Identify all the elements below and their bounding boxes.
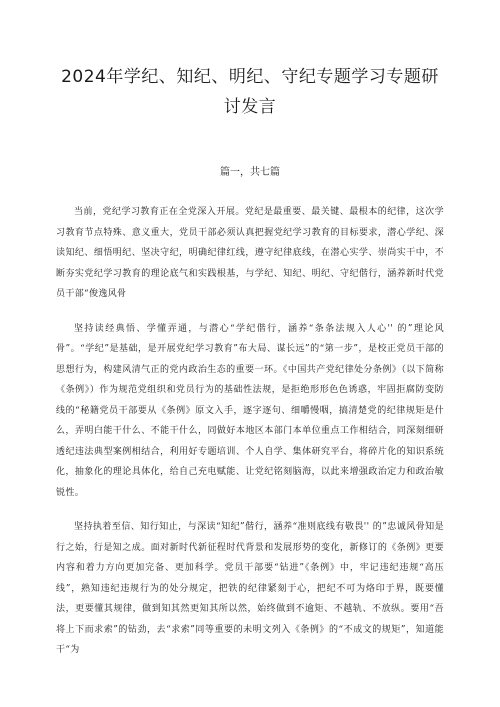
paragraph-2: 坚持读经典悟、学懂弄通，与潜心“学纪偕行，涵养“条条法规入人心'' 的”理论风骨”。“学纪”是基础，是开展党纪学习教育”布大局、谋长远”的“第一步”，是校正党员干部的思想行为，构建风清气正的党内政治生态的重要一环。《中国共产党纪律处分条例》（以下简称《条例》）作为规范党组织和党员行为的基础性法规，是拒绝形形色色诱惑，牢固拒腐防变防线的“秘籍党员干部要从《条例》原文入手，逐字逐句、细嚼慢咽，搞清楚党的纪律规矩是什么，弄明白能干什么、不能干什么，同做好本地区本部门本单位重点工作相结合，同深刻细研透纪违法典型案例相结合，利用好专题培训、个人自学、集体研究平台，将碎片化的知识系统化，抽象化的理论具体化，给自己充电赋能、让党纪铭刻脑海，以此来增强政治定力和政治敏锐性。 [56, 323, 444, 498]
document-title: 2024年学纪、知纪、明纪、守纪专题学习专题研讨发言 [61, 67, 439, 117]
document-subtitle: 篇一，共七篇 [220, 167, 280, 178]
paragraph-3: 坚持执着至信、知行知止，与深读“知纪”偕行，涵养“准则底线有敬畏'' 的”忠诚风骨知是行之始，行是知之成。面对新时代新征程时代背景和发展形势的变化，新修订的《条例》更要内容和着力方向更加完备、更加科学。党员干部要“钻进”《条例》中，牢记违纪违规“高压线”，熟知违纪违规行为的处分规定，把铁的纪律紧刻于心，把纪不可为烙印于界，既要懂法，更要懂其规律，做到知其然更知其所以然，始终做到不逾矩、不越轨、不放纵。要用“吾将上下而求索”的钻劲，去“求索”同等重要的未明文列入《条例》的“不成文的规矩”，知道能干“为 [56, 522, 444, 655]
paragraph-1: 当前，党纪学习教育正在全党深入开展。党纪是最重要、最关键、最根本的纪律，这次学习教育节点特殊、意义重大，党员干部必须认真把握党纪学习教育的目标要求，潜心学纪、深读知纪、细悟明纪、坚决守纪，明确纪律红线，遵守纪律底线，在潜心实学、崇尚实干中，不断夯实党纪学习教育的理论底气和实践根基，与学纪、知纪、明纪、守纪偕行，涵养新时代党员干部“俊逸风骨 [56, 207, 444, 299]
